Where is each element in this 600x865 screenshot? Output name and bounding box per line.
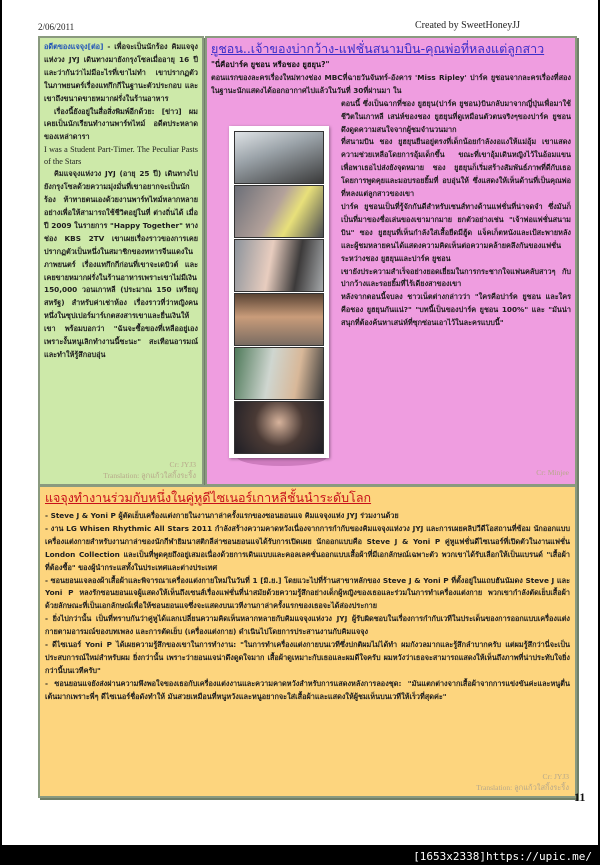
paragraph: หลังจากตอนนี้จบลง ชาวเน็ตต่างกล่าวว่า "ใครคือปาร์ค ยูชอน และใครคือชอง ยูฮยุนกันแน่?" "บทนี้เป็นของปาร์ค ยูชอน 100%" และ "มันน่าสนุกที่ต้องค้นหาเสน่ห์ที่ซุกซ่อนเอาไว้ในละครแบบนี้": [341, 292, 571, 328]
airport-scene-image: [234, 131, 324, 184]
holding-girl-image: [234, 239, 324, 292]
article-lead: อดีตของแจจุง[ต่อ]: [44, 42, 104, 51]
article-title: แจจุงทำงานร่วมกับหนึ่งในคู่หูดีไซเนอร์เกาหลีชั้นนำระดับโลก: [45, 490, 372, 505]
paragraph: เรื่องนี้ยังอยู่ในสื่อสิ่งพิมพ์อีกด้วย: [ข่าว] ผมเคยเป็นนักเรียนทำงานพาร์ทไทม์ อดีตประหลาดของเหล่าดารา: [44, 106, 198, 142]
page-number: 11: [574, 790, 586, 804]
article-body: อดีตของแจจุง[ต่อ] - เพื่อจะเป็นนักร้อง คิมแจจุงแห่งวง JYJ เดินทางมายังกรุงโซลเมื่ออายุ 16 ปีและว่ากันว่าไม่มีอะไรที่เขาไม่ทำ เขาปรากฏตัวในภาพยนตร์เรื่องแทกึกกีในฐานะตัวประกอบ และเขาถึงขนาดขายหมากฝรั่งในร้านอาหาร เรื่องนี้ยังอยู่ในสื่อสิ่งพิมพ์อีกด้วย: [ข่าว] ผมเคยเป็นนักเรียนทำงานพาร์ทไทม์ อดีตประหลาดของเหล่าดารา I was a Student Part-Timer. The Peculiar Pasts of the Stars คิมแจจุงแห่งวง JYJ (อายุ 25 ปี) เดินทางไปยังกรุงโซลด้วยความมุ่งมั่นที่เขาอยากจะเป็นนักร้อง ท้าทายตนเองด้วยงานพาร์ทไทม์หลากหลายอย่างเพื่อให้สามารถใช้ชีวิตอยู่ในที่ ต่างถิ่นได้ เมื่อปี 2009 ในรายการ "Happy Together" ทางช่อง KBS 2TV เขาเผยเรื่องราวของการเคยปรากฏตัวเป็นหนึ่งในสมาชิกของทหารจีนแดงในภาพยนตร์ เรื่องแทกึกกีก่อนที่เขาจะเดบิวต์ และเคยขายหมากฝรั่งในร้านอาหารเพราะเขาไม่มีเงิน 150,000 วอนเกาหลี (ประมาณ 150 เหรียญสหรัฐ) สำหรับค่าเช่าห้อง เรื่องราวที่ว่าหญิงคนหนึ่งในซุปเปอร์มาร์เกตสงสารเขาและยื่นเงินให้เขา พร้อมบอกว่า "ฉันจะซื้อของที่เหลืออยู่เอง เพราะงั้นหนูเลิกทำงานนี้ซะนะ" สะเทือนอารมณ์และทำให้รู้สึกอบอุ่น: [44, 41, 198, 362]
phone-call-image: [234, 293, 324, 346]
list-item: - ซอนยอนแจลองผ้าเสื้อผ้าและพิจารณาเครื่องแต่งกายใหม่ในวันที่ 1 [มิ.ย.] โดยแวะไปที่ร้านสาขาหลักของ Steve J & Yoni P ที่ตั้งอยู่ในแถบฮันนัมดง Steve J และ Yoni P หลงรักซอนยอนแจผู้แสดงให้เห็นถึงเซนส์เรื่องแฟชั่นที่น่าสมัยด้วยความรู้สึกอย่างเด็กผู้หญิงของเธอและร่วมในการทำเครื่องแต่งกาย พวกเขากำลังตัดเย็บเสื้อผ้าด้วยลักษณะที่เป็นเอกลักษณ์เพื่อให้ซอนยอนแจซึ่งจะแสดงบนเวทีงานกาล่าครั้งแรกของเธอจะได้ส่องประกาย: [45, 575, 570, 611]
credit-block: [103, 459, 196, 481]
paragraph: คิมแจจุงแห่งวง JYJ (อายุ 25 ปี) เดินทางไปยังกรุงโซลด้วยความมุ่งมั่นที่เขาอยากจะเป็นนักร้อง ท้าทายตนเองด้วยงานพาร์ทไทม์หลากหลายอย่างเพื่อให้สามารถใช้ชีวิตอยู่ในที่ ต่างถิ่นได้ เมื่อปี 2009 ในรายการ "Happy Together" ทางช่อง KBS 2TV เขาเผยเรื่องราวของการเคยปรากฏตัวเป็นหนึ่งในสมาชิกของทหารจีนแดงในภาพยนตร์ เรื่องแทกึกกีก่อนที่เขาจะเดบิวต์ และเคยขายหมากฝรั่งในร้านอาหารเพราะเขาไม่มีเงิน 150,000 วอนเกาหลี (ประมาณ 150 เหรียญสหรัฐ) สำหรับค่าเช่าห้อง เรื่องราวที่ว่าหญิงคนหนึ่งในซุปเปอร์มาร์เกตสงสารเขาและยื่นเงินให้เขา พร้อมบอกว่า "ฉันจะซื้อของที่เหลืออยู่เอง เพราะงั้นหนูเลิกทำงานนี้ซะนะ" สะเทือนอารมณ์และทำให้รู้สึกอบอุ่น: [44, 169, 198, 359]
article-subtitle: "นี่คือปาร์ค ยูชอน หรือชอง ยูฮยุน?": [211, 60, 330, 69]
past-of-jaejoong-article: [38, 36, 204, 486]
creator-credit: Created by SweetHoneyJJ: [415, 20, 520, 31]
translation-credit: Translation: ลูกแก้วใสกิ้งระริ้ง: [103, 471, 196, 480]
paragraph: ที่สนามบิน ชอง ยูฮยุนยืนอยู่ตรงที่เด็กน้อยกำลังงอแงให้แม่อุ้ม เขาแสดงความช่วยเหลือโดยการอุ้มเด็กขึ้น ขณะที่เขาอุ้มเดินหญิงไว้ในอ้อมแขนเพื่อพาเธอไปส่งยังจุดหมาย ชอง ยูฮยุนก็เริ่มสร้างสัมพันธ์ภาพที่ดีกับเธอโดยการพูดคุยและมอบรอยยิ้มที่ อบอุ่นให้ ซึ่งแสดงให้เห็นด้านที่เป็นคุณพ่อที่หลงแต่ลูกสาวของเขา: [341, 137, 571, 199]
article-body: [45, 510, 570, 704]
magazine-page: [2, 0, 598, 845]
drama-screenshot-collage: [229, 126, 329, 458]
paragraph: ตอนแรกของละครเรื่องใหม่ทางช่อง MBCที่ฉายวันจันทร์-อังคาร 'Miss Ripley' ปาร์ค ยูชอนจากละครเรื่องที่สองในฐานะนักแสดงได้ออกอากาศไปแล้วในวันที่ 30ที่ผ่านมา ใน: [211, 72, 571, 95]
issue-date: 2/06/2011: [38, 22, 75, 32]
source-credit: Cr: JYJ3: [169, 460, 196, 469]
credit-block: [476, 771, 569, 793]
list-item: - ซอนยอนแจยังส่งผ่านความพึงพอใจของเธอกับเครื่องแต่งงานและความคาดหวังสำหรับการแสดงหลังการลองชุด: "มันแตกต่างจากเสื้อผ้าจากการแข่งขันค่ะและหนูตื่นเต้นมากเพราะพี่ๆ ดีไซเนอร์ชื่อดังทำให้ มันสวยเหมือนที่หนูหวังและหนูอยากจะใส่เสื้อผ้าและแสดงให้ผู้ชมเห็นบนเวทีให้เร็วที่สุดค่ะ": [45, 678, 570, 701]
paragraph: ตอนนี้ ซึ่งเป็นฉากที่ชอง ยูฮยุน(ปาร์ค ยูชอน)บินกลับมาจากญี่ปุ่นเพื่อมาใช้ชีวิตในเกาหลี เสน่ห์ของชอง ยูฮยุนที่ดูเหมือนตัวตนจริงๆของปาร์ค ยูชอนดึงดูดความสนใจจากผู้ชมจำนวนมาก: [341, 98, 571, 134]
source-credit: Cr: Minjee: [536, 468, 569, 477]
english-news-title: I was a Student Part-Timer. The Peculiar Pasts of the Stars: [44, 145, 198, 167]
list-item: - ยิ่งไปกว่านั้น เป็นที่ทราบกันว่าคู่หูได้แลกเปลี่ยนความคิดเห็นหลากหลายกับคิมแจจุงแห่งวง JYJ ผู้รับผิดชอบในเรื่องการกำกับเวทีในประเด็นของการออกแบบเครื่องแต่งกายตามอารมณ์ของบทเพลง และการตัดเย็บ (เครื่องแต่งกาย) ดำเนินไปโดยการประสานงานกับคิมแจจุง: [45, 614, 570, 637]
list-item: - Steve J & Yoni P ผู้ตัดเย็บเครื่องแต่งกายในงานกาล่าครั้งแรกของซอนยอนแจ คิมแจจุงแห่ง JYJ ร่วมงานด้วย: [45, 511, 399, 520]
paragraph: ปาร์ค ยูชอนเป็นที่รู้จักกันดีสำหรับเซนส์ทางด้านแฟชั่นที่น่าจดจำ ซึ่งมันก็เป็นที่มาของชื่อเล่นของเขามากมาย ยกตัวอย่างเช่น "เจ้าพ่อแฟชั่นสนามบิน" ซอง ยูฮยุนที่เห็นกำลังใส่เสื้อยืดมีฮู้ด แจ็คเก็ตหนังและเป้สะพายหลัง และผู้ชมหลายคนได้แสดงความคิดเห็นต่อความคล้ายคลึงกันของแฟชั่นระหว่างชอง ยูฮยุนและปาร์ค ยูชอน: [341, 201, 571, 263]
paragraph: เขายังประความสำเร็จอย่างยอดเยี่ยมในการกระชากใจแฟนคลับสาวๆ กับบ่ากว้างและรอยยิ้มที่ไร้เดียงสาของเขา: [341, 266, 571, 289]
source-credit: Cr: JYJ3: [542, 772, 569, 781]
crowd-with-child-image: [234, 185, 324, 238]
list-item: - ดีไซเนอร์ Yoni P ได้เผยความรู้สึกของเขาในการทำงาน: "ในการทำเครื่องแต่งกายบนเวทีซึ่งปกติผมไม่ได้ทำ ผมกังวลมากและรู้สึกลำบากครับ แต่ผมรู้สึกว่านี่จะเป็นประสบการณ์ใหม่สำหรับผม ยิ่งกว่านั้น เพราะว่ายอนแจน่าดึงดูดใจมาก เสื้อผ้าดูเหมาะกับเธอและผมดีใจครับ ผมหวังว่าเธอจะสามารถแสดงให้เห็นถึงภาพที่น่าประทับใจยิ่งกว่านี้บนเวทีครับ": [45, 640, 570, 675]
list-item: - งาน LG Whisen Rhythmic All Stars 2011 กำลังสร้างความคาดหวังเนื่องจากการกำกับของคิมแจจุงแห่งวง JYJ และการเผยคลิปวีดีโอสถานที่ซ้อม นักออกแบบเครื่องแต่งกายสำหรับงานกาล่าของนักกีฬายิมนาสติกลีล่าซอนยอนแจได้รับการเปิดเผย นักออกแบบคือ Steve J & Yoni P คู่หูแฟชั่นดีไซเนอร์ที่เปิดตัวในงานแฟชั่น London Collection และเป็นที่พูดคุยถึงอยู่เสมอเนื่องด้วยการเดินแบบและคอลเลคชั่นออกแบบเสื้อผ้าที่มีเอกลักษณ์เฉพาะตัว พวกเขาได้รับเลือกให้เป็นแบรนด์ "เสื้อผ้าที่ต้องซื้อ" ของผู้นำกระแสทั้งในประเทศและต่างประเทศ: [45, 523, 570, 572]
yoochun-article: [205, 36, 577, 486]
portrait-smile-image: [234, 401, 324, 454]
article-title: ยูชอน..เจ้าของบ่ากว้าง-แฟชั่นสนามบิน-คุณพ่อที่หลงแต่ลูกสาว: [211, 41, 545, 56]
designer-collaboration-article: [38, 485, 577, 798]
translation-credit: Translation: ลูกแก้วใสกิ้งระริ้ง: [476, 783, 569, 792]
image-host-watermark: [1653x2338]https://upic.me/: [413, 850, 592, 863]
office-scene-image: [234, 347, 324, 400]
